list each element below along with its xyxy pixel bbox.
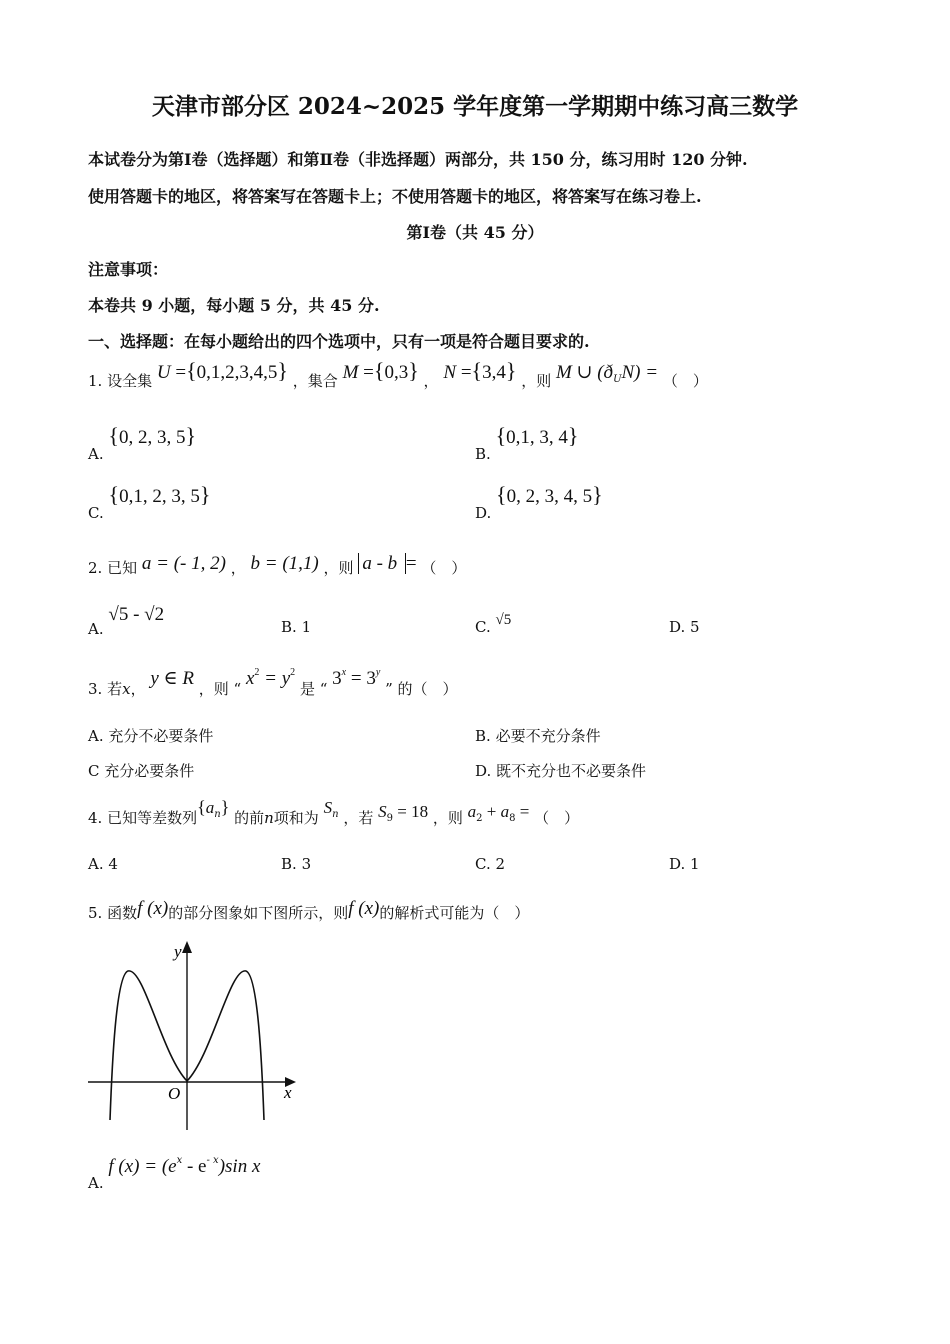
q3-mid1: ，则 “ [198,680,242,698]
q2-abs-expr: a - b [362,553,398,574]
q4-paren: （ ） [534,809,580,827]
q1-option-a-letter: A. [88,445,104,463]
q4-mid3: ，若 [343,809,374,827]
q4-S: S [323,798,333,817]
q5-fx: f (x) [137,898,169,919]
q1-option-c-letter: C. [88,504,104,522]
q2-option-d-letter: D. [669,618,686,636]
question-3 [88,667,458,700]
q1-N-set: 3,4 [482,362,506,383]
q1-option-b: B. {0,1, 3, 4} [475,423,579,463]
q1-prefix: 1. 设全集 [88,372,153,390]
origin-label: O [168,1084,181,1103]
q3-cond1-exp: 2 [254,667,260,678]
y-axis-label: y [174,942,182,961]
q5-option-a-exp2: - x [206,1155,219,1166]
q1-M-label: M [342,362,359,383]
q1-option-b-letter: B. [475,445,491,463]
q2-option-c [475,610,512,636]
q1-mid3: ，则 [521,372,552,390]
q4-option-d [669,855,700,873]
q1-mid2: ， [423,372,439,390]
q4-a2: a [467,802,477,821]
q5-option-a-expr: f (x) = (e [108,1156,177,1177]
q4-option-c-letter: C. [475,855,491,873]
q1-option-d: D. {0, 2, 3, 4, 5} [475,482,603,522]
question-1: 1. 设全集 U ={0,1,2,3,4,5} ，集合 M ={0,3} ， N ={3,4} ，则 M ∪ $(ð^UN)$ = （ ） [88,358,708,390]
q5-mid: 的部分图象如下图所示，则 [168,904,349,922]
q3-option-a-text: 充分不必要条件 [108,727,214,745]
q2-paren: （ ） [421,559,467,577]
q2-mid: ，则 [323,559,354,577]
q2-option-c-text: √5 [495,612,512,628]
q1-option-d-set: 0, 2, 3, 4, 5 [506,486,593,507]
q3-cond2-a: 3 [332,668,342,689]
q1-expr-sub: U [613,374,622,385]
q4-a8-sub: 8 [509,813,516,824]
q5-option-a [88,1155,261,1192]
q2-option-a-text: √5 - √2 [108,604,165,625]
x-axis-label: x [284,1083,292,1102]
q3-option-c-text: 充分必要条件 [104,762,195,780]
q3-cond2-exp: x [341,667,347,678]
q2-option-c-letter: C. [475,618,491,636]
q3-option-a [88,725,213,746]
q2-option-d [669,618,700,636]
page-title: 天津市部分区 2024~2025 学年度第一学期期中练习高三数学 [151,93,799,120]
q1-option-d-letter: D. [475,504,492,522]
q4-option-c-text: 2 [495,855,506,873]
q4-option-d-letter: D. [669,855,686,873]
q4-eq: = [515,802,530,821]
q4-option-a [88,855,118,873]
intro-line-2: 使用答题卡的地区，将答案写在答题卡上；不使用答题卡的地区，将答案写在练习卷上. [88,187,702,206]
q4-option-b [281,855,311,873]
q4-option-b-letter: B. [281,855,297,873]
q4-a2-sub: 2 [476,813,483,824]
q4-option-c [475,855,505,873]
q3-option-c [88,760,194,781]
q4-plus: + [482,802,501,821]
q3-option-b-letter: B. [475,727,491,745]
intro-line-1: 本试卷分为第Ⅰ卷（选择题）和第Ⅱ卷（非选择题）两部分，共 150 分，练习用时 120 分钟. [88,150,748,169]
q4-mid2: 项和为 [273,809,319,827]
q2-sep1: ， [230,559,246,577]
q3-mid2: 是 “ [299,680,328,698]
q4-option-a-text: 4 [108,855,118,873]
q1-U-set: 0,1,2,3,4,5 [196,362,278,383]
y-axis-arrow [182,941,192,953]
q3-option-c-letter: C [88,762,100,780]
q3-sep: ， [130,680,146,698]
section-title: 第Ⅰ卷（共 45 分） [406,223,544,242]
q3-cond1-exp2: 2 [290,667,296,678]
q5-option-a-letter: A. [88,1174,104,1192]
q1-expr: M ∪ (ð [555,362,614,383]
part1-heading: 一、选择题：在每小题给出的四个选项中，只有一项是符合题目要求的. [88,332,590,351]
notice-label: 注意事项： [88,260,169,279]
q4-prefix: 4. 已知等差数列 [88,809,198,827]
q3-option-d-letter: D. [475,762,492,780]
question-2 [88,553,467,579]
question-5 [88,898,530,924]
q1-option-c: C. {0,1, 2, 3, 5} [88,482,211,522]
notice-text: 本卷共 9 小题，每小题 5 分，共 45 分. [88,296,380,315]
q3-cond2-exp2: y [375,667,381,678]
q3-prefix: 3. 若 [88,680,123,698]
q2-option-b-letter: B. [281,618,297,636]
q3-option-b [475,725,601,746]
q5-option-a-exp1: x [176,1155,183,1166]
q4-S9: S [378,802,387,821]
q1-N-label: N [443,362,457,383]
q3-tail: ” 的（ ） [385,680,458,698]
q1-paren: （ ） [662,372,708,390]
q5-prefix: 5. 函数 [88,904,138,922]
q3-y-in: y ∈ R [150,668,194,689]
q3-cond2-eq: = 3 [346,668,376,689]
q4-mid1: 的前 [234,809,265,827]
q4-option-d-text: 1 [690,855,700,873]
q5-fx2: f (x) [348,898,380,919]
q1-expr-tail: N) = [621,362,659,383]
q4-a8: a [500,802,510,821]
question-4: 4. 已知等差数列$\{a^n\}$ 的前n项和为 $S^n$ ，若 $S_9 = 18$ ，则 $a_2 + a_8$ = （ ） [88,797,580,827]
q2-a-expr: a = (- 1, 2) [141,553,226,574]
q4-mid4: ，则 [432,809,463,827]
q1-U-label: U [156,362,171,383]
q4-seq-sub: n [214,809,221,820]
q1-mid1: ，集合 [292,372,338,390]
q3-option-b-text: 必要不充分条件 [495,727,601,745]
q3-option-d-text: 既不充分也不必要条件 [496,762,647,780]
q1-option-c-set: 0,1, 2, 3, 5 [119,486,200,507]
q2-option-a [88,604,165,638]
q2-prefix: 2. 已知 [88,559,138,577]
q2-eq: = [405,553,417,574]
q4-S-sub: n [332,809,339,820]
q5-option-a-tail: )sin x [218,1156,261,1177]
q2-option-a-letter: A. [88,620,104,638]
q4-option-a-letter: A. [88,855,104,873]
q4-S9-sub: 9 [386,813,393,824]
q4-seq: a [205,798,215,817]
q1-option-a-set: 0, 2, 3, 5 [118,427,186,448]
q4-option-b-text: 3 [301,855,312,873]
q4-S9-val: = 18 [393,802,429,821]
q3-cond1-a: x [245,668,255,689]
q1-option-a: A. {0, 2, 3, 5} [88,423,197,463]
q5-tail: 的解析式可能为（ ） [379,904,530,922]
q1-option-b-set: 0,1, 3, 4 [506,427,568,448]
q2-b-expr: b = (1,1) [250,553,319,574]
q3-option-d [475,760,646,781]
q4-n: n [264,809,274,827]
q5-function-graph [80,935,310,1135]
q5-option-a-mid: - e [182,1156,207,1177]
q1-M-set: 0,3 [384,362,409,383]
q2-option-d-text: 5 [690,618,700,636]
q3-var-x: x [122,680,131,698]
q2-option-b-text: 1 [301,618,312,636]
q2-option-b [281,618,311,636]
q3-option-a-letter: A. [88,727,104,745]
q3-cond1-eq: = y [259,668,291,689]
